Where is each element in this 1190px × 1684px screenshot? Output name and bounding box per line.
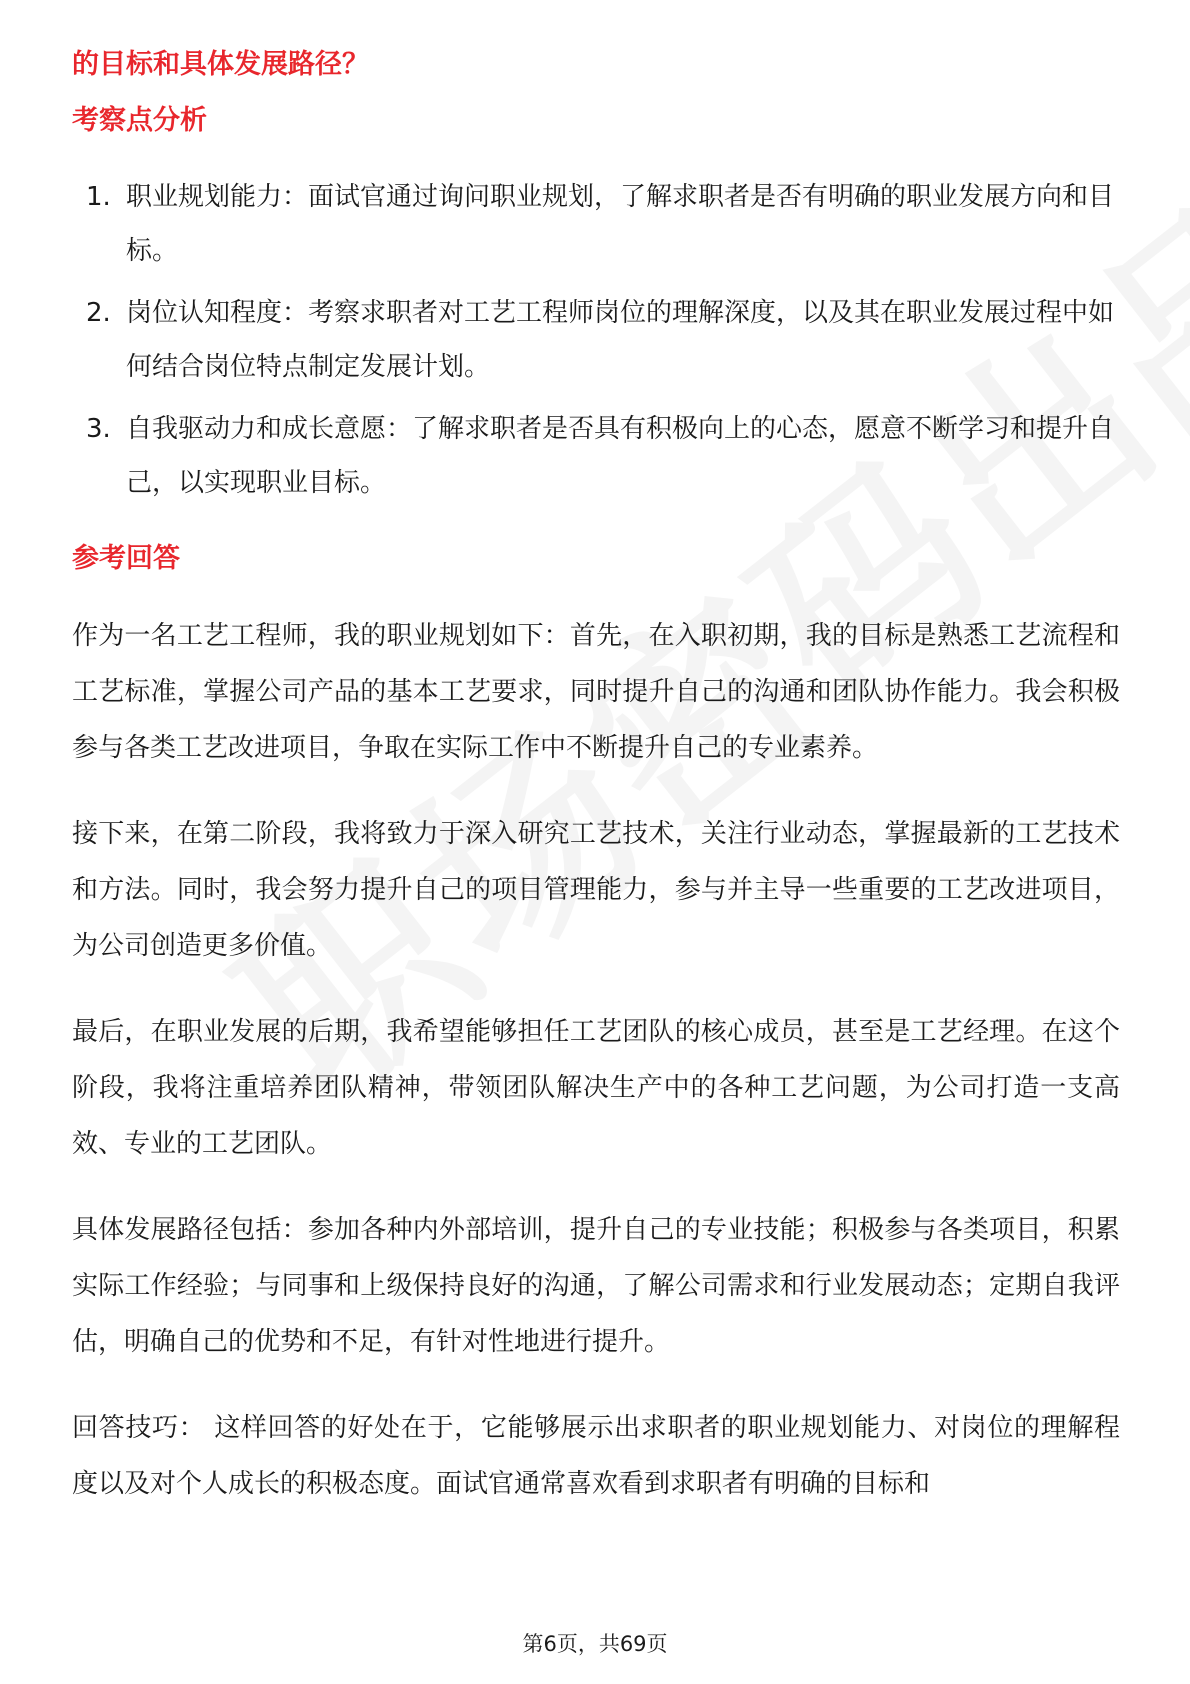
list-item-text: 职业规划能力：面试官通过询问职业规划，了解求职者是否有明确的职业发展方向和目标。 (126, 182, 1115, 266)
list-item-text: 岗位认知程度：考察求职者对工艺工程师岗位的理解深度，以及其在职业发展过程中如何结合岗位特点制定发展计划。 (126, 298, 1115, 382)
list-item-number: 1. (86, 182, 111, 212)
list-item (72, 170, 1120, 278)
answer-paragraph: 作为一名工艺工程师，我的职业规划如下：首先，在入职初期，我的目标是熟悉工艺流程和工艺标准，掌握公司产品的基本工艺要求，同时提升自己的沟通和团队协作能力。我会积极参与各类工艺改进项目，争取在实际工作中不断提升自己的专业素养。 (72, 621, 1120, 763)
list-item (72, 402, 1120, 510)
answer-heading: 参考回答 (72, 543, 180, 574)
page-content (72, 46, 1120, 1542)
page-number: 第6页，共69页 (522, 1632, 668, 1656)
list-item-number: 2. (86, 298, 111, 328)
answer-paragraph: 最后，在职业发展的后期，我希望能够担任工艺团队的核心成员，甚至是工艺经理。在这个阶段，我将注重培养团队精神，带领团队解决生产中的各种工艺问题，为公司打造一支高效、专业的工艺团队。 (72, 1017, 1120, 1159)
question-fragment: 的目标和具体发展路径？ (72, 49, 369, 80)
list-item-text: 自我驱动力和成长意愿：了解求职者是否具有积极向上的心态，愿意不断学习和提升自己，以实现职业目标。 (126, 414, 1115, 498)
analysis-heading: 考察点分析 (72, 105, 207, 136)
list-item-number: 3. (86, 414, 111, 444)
list-item (72, 286, 1120, 394)
answer-paragraph: 接下来，在第二阶段，我将致力于深入研究工艺技术，关注行业动态，掌握最新的工艺技术和方法。同时，我会努力提升自己的项目管理能力，参与并主导一些重要的工艺改进项目，为公司创造更多价值。 (72, 819, 1120, 961)
answer-tips-paragraph: 回答技巧： 这样回答的好处在于，它能够展示出求职者的职业规划能力、对岗位的理解程度以及对个人成长的积极态度。面试官通常喜欢看到求职者有明确的目标和 (72, 1413, 1120, 1499)
answer-paragraph: 具体发展路径包括：参加各种内外部培训，提升自己的专业技能；积极参与各类项目，积累实际工作经验；与同事和上级保持良好的沟通，了解公司需求和行业发展动态；定期自我评估，明确自己的优势和不足，有针对性地进行提升。 (72, 1215, 1120, 1357)
analysis-list (72, 170, 1120, 510)
